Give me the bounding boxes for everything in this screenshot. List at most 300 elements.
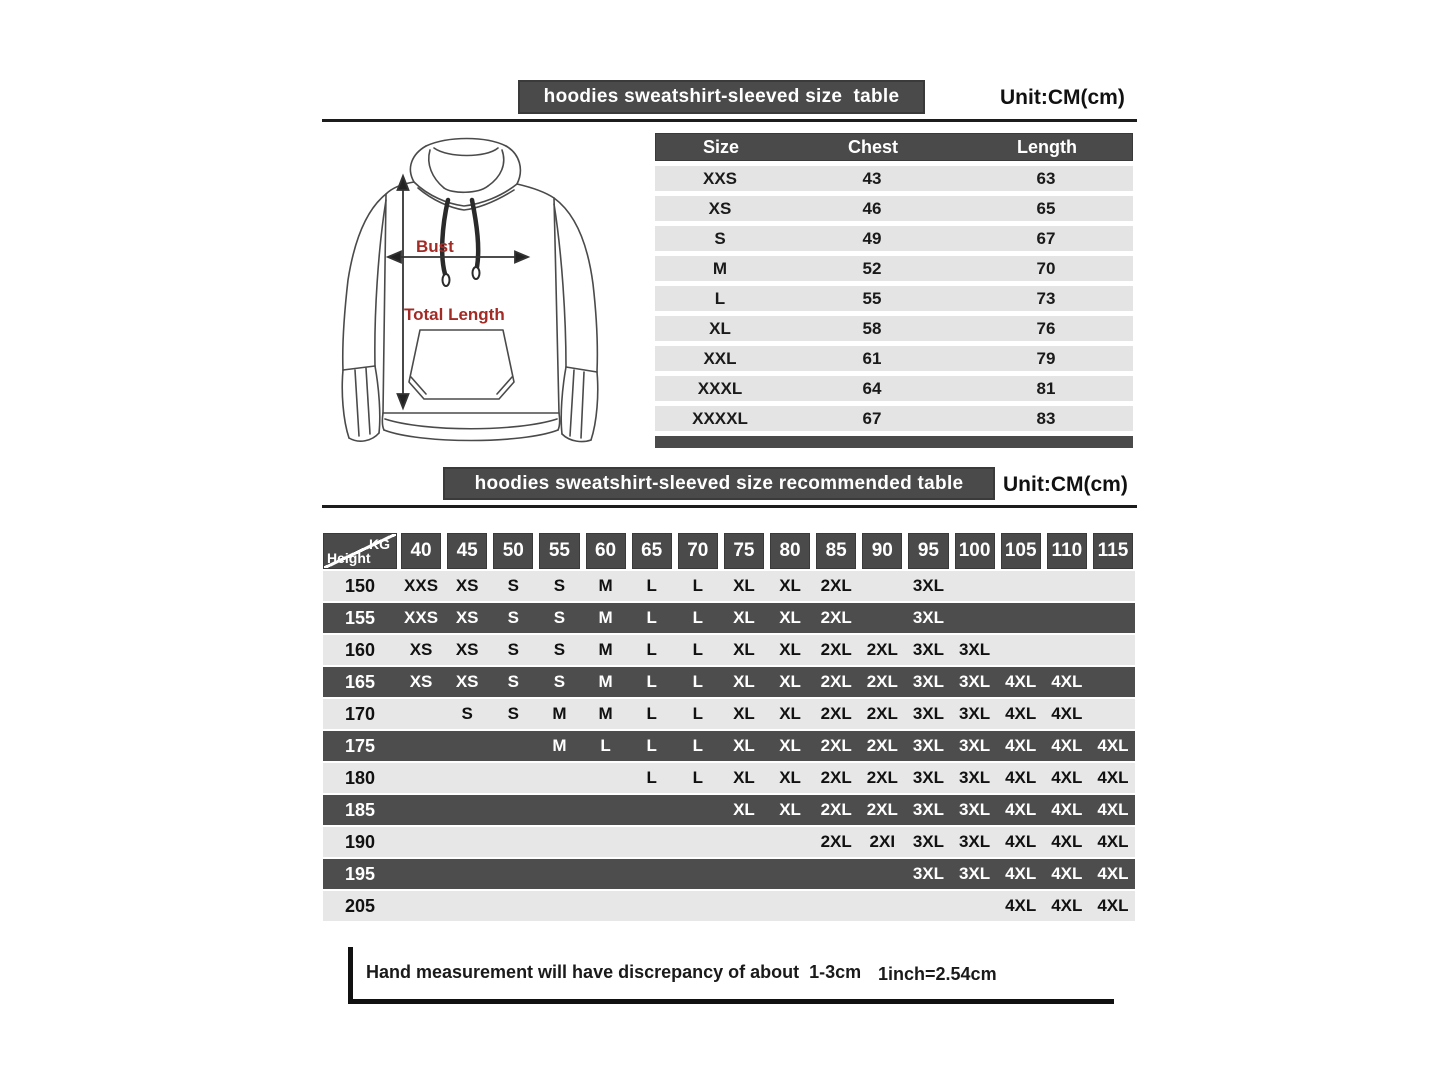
recommended-size-cell [445,891,489,921]
size-table-cell-length: 67 [1036,228,1056,248]
recommended-size-cell [399,891,443,921]
size-table-cell-length: 70 [1036,258,1056,278]
recommended-size-cell [399,795,443,825]
height-cell: 175 [344,735,376,756]
recommended-size-cell [399,731,443,761]
recommended-size-cell [537,795,581,825]
recommended-size-cell [537,859,581,889]
recommended-size-cell [399,763,443,793]
height-cell: 180 [344,767,376,788]
size-table-cell-size: XL [709,318,731,338]
recommended-size-cell [1091,667,1135,697]
height-cell: 155 [344,607,376,628]
recommended-size-cell [676,859,720,889]
recommended-size-cell: XS [455,608,479,627]
recommended-size-cell: XS [409,640,433,659]
recommended-size-cell: 3XL [958,704,991,723]
recommended-size-cell [491,859,535,889]
size-table-cell-size: XXL [703,348,737,368]
recommended-size-cell: 4XL [1051,800,1083,819]
size-table-body [655,166,1133,431]
total-length-label: Total Length [404,305,505,324]
size-table-cell-chest: 52 [862,258,882,278]
weight-header-cell: 115 [1093,533,1133,569]
cuff-left-rib2 [366,368,370,434]
hem-sides [382,413,559,430]
recommended-size-cell: XL [779,640,801,659]
recommended-size-cell: XL [779,704,801,723]
recommended-size-cell: S [507,672,519,691]
size-table-cell-size: XS [708,198,732,218]
column-header-length: Length [1017,136,1077,157]
cuff-left-bottom [349,433,379,441]
weight-header-cell: 100 [955,533,995,569]
hem-inner-line [385,419,557,429]
recommended-size-cell [676,891,720,921]
recommended-size-cell: XL [733,768,755,787]
recommended-size-cell: 2XL [866,704,898,723]
recommended-size-cell [953,891,997,921]
matrix-row [323,699,1135,729]
recommended-size-cell: 4XL [1097,736,1129,755]
recommended-size-cell: 4XL [1005,672,1037,691]
cuff-left-top [343,366,375,370]
recommended-size-cell [399,859,443,889]
recommended-size-cell: L [646,608,657,627]
recommended-size-cell: L [646,640,657,659]
weight-header-cell: 65 [632,533,672,569]
recommended-size-cell [768,859,812,889]
size-table-cell-chest: 58 [862,318,882,338]
size-table-cell-length: 73 [1036,288,1056,308]
recommended-size-cell [445,731,489,761]
recommended-size-cell: XS [455,640,479,659]
size-table-row [655,406,1133,431]
recommended-size-cell [445,827,489,857]
collar-outer [414,182,517,206]
corner-height-label: Height [327,550,371,566]
size-table-row [655,166,1133,191]
recommended-size-cell: 3XL [958,800,991,819]
recommended-size-cell: XL [779,672,801,691]
size-table-row [655,376,1133,401]
bust-label: Bust [416,237,454,256]
recommended-size-cell: 4XL [1051,896,1083,915]
size-table-unit-label: Unit:CM(cm) [1000,86,1125,109]
recommended-size-cell [1045,635,1089,665]
recommended-size-cell: XL [779,608,801,627]
recommended-size-cell: 4XL [1005,736,1037,755]
recommended-size-cell: M [552,704,567,723]
recommended-unit-label: Unit:CM(cm) [1003,473,1128,496]
recommended-size-cell [445,859,489,889]
recommended-size-cell [630,827,674,857]
recommended-size-cell: 4XL [1051,864,1083,883]
size-table-cell-chest: 64 [862,378,882,398]
recommended-size-cell: XS [455,576,479,595]
recommended-size-cell: XL [779,736,801,755]
size-table-cell-length: 76 [1036,318,1056,338]
recommended-size-cell [768,891,812,921]
size-table-cell-length: 81 [1036,378,1056,398]
recommended-size-cell: 3XL [958,672,991,691]
recommended-size-cell [584,827,628,857]
arrowhead-down-icon [398,394,409,408]
recommended-size-cell [445,795,489,825]
size-table-row [655,316,1133,341]
height-cell: 195 [344,863,376,884]
recommended-size-cell: 3XL [958,640,991,659]
recommended-size-cell: 4XL [1051,736,1083,755]
size-table-row [655,346,1133,371]
recommended-size-cell: 4XL [1051,768,1083,787]
recommended-size-cell: 4XL [1051,672,1083,691]
hood-outline-right [506,146,520,184]
recommended-size-cell: 2XL [866,672,898,691]
arrowhead-left-icon [388,252,401,263]
matrix-row [323,731,1135,761]
recommended-size-cell [999,635,1043,665]
hood-fold-left [429,150,444,188]
recommended-size-cell: S [553,608,566,627]
recommended-size-cell: 2XL [866,768,898,787]
weight-header-cell: 60 [586,533,626,569]
recommended-size-cell: 3XL [958,832,991,851]
recommended-size-cell [491,827,535,857]
recommended-size-cell: 2XL [820,608,852,627]
cuff-right-rib2 [581,372,584,438]
height-cell: 165 [344,671,376,692]
recommended-size-cell: 3XL [912,736,945,755]
size-table-row [655,256,1133,281]
size-table-row [655,196,1133,221]
hood-outline-left [410,146,426,182]
recommended-size-cell [537,827,581,857]
recommended-size-cell: XS [455,672,479,691]
recommended-size-cell: 4XL [1097,864,1129,883]
weight-header-cell: 55 [539,533,579,569]
recommended-size-cell [906,891,950,921]
recommended-size-cell: 2XL [820,576,852,595]
size-table-cell-size: M [712,258,728,278]
recommended-size-cell: 3XL [958,864,991,883]
recommended-size-cell: 4XL [1005,832,1037,851]
recommended-size-cell: M [552,736,567,755]
height-cell: 160 [344,639,376,660]
size-table-cell-size: L [714,288,726,308]
drawstring-right-tip [473,267,480,279]
recommended-size-cell: 4XL [1005,896,1037,915]
recommended-size-cell: 2XL [820,672,852,691]
shoulder-right [517,184,554,198]
recommended-size-cell [399,827,443,857]
recommended-size-cell: M [598,704,613,723]
recommended-size-cell [953,603,997,633]
size-table [655,133,1133,448]
weight-header-cell: 50 [493,533,533,569]
recommended-size-cell: XXS [404,576,439,595]
recommended-size-cell [1045,603,1089,633]
recommended-size-cell [814,859,858,889]
recommended-size-cell: L [646,768,657,787]
recommended-size-cell: 3XL [912,672,945,691]
recommended-size-cell [630,795,674,825]
inch-conversion-note: 1inch=2.54cm [878,964,997,984]
weight-header-cell: 75 [724,533,764,569]
recommended-size-cell: 2XL [866,736,898,755]
recommended-size-cell: S [461,704,473,723]
recommended-size-cell [584,891,628,921]
recommended-title-bar [443,467,995,500]
matrix-row [323,795,1135,825]
sleeve-left-outer [343,194,386,370]
recommended-size-cell: XL [733,704,755,723]
recommended-size-cell: S [507,576,519,595]
recommended-size-cell: L [646,576,657,595]
size-table-cell-chest: 46 [862,198,882,218]
recommended-size-cell: XL [779,768,801,787]
recommended-size-cell [491,763,535,793]
recommended-size-cell: XL [733,608,755,627]
recommended-size-cell: 4XL [1097,768,1129,787]
recommended-size-cell: L [692,608,703,627]
size-table-cell-chest: 61 [862,348,882,368]
recommended-size-cell: 3XL [912,640,945,659]
matrix-body [323,571,1135,921]
recommended-size-cell: L [692,704,703,723]
size-table-header [655,133,1133,161]
recommended-size-cell: 4XL [1051,832,1083,851]
recommended-size-cell [999,571,1043,601]
recommended-size-cell: L [646,704,657,723]
recommended-size-cell: 4XL [1097,896,1129,915]
recommended-size-cell [676,795,720,825]
size-table-cell-chest: 55 [862,288,882,308]
weight-header-cell: 45 [447,533,487,569]
matrix-corner-cell [323,533,397,569]
height-cell: 185 [344,799,376,820]
recommended-size-cell [722,891,766,921]
recommended-size-cell: 4XL [1051,704,1083,723]
height-cell: 150 [344,575,376,596]
cuff-left-rib1 [355,370,359,436]
cuff-right-rib1 [570,370,574,436]
recommended-size-cell [445,763,489,793]
matrix-row [323,859,1135,889]
size-table-cell-chest: 43 [862,168,882,188]
recommended-size-cell: 4XL [1097,800,1129,819]
recommended-size-cell: XL [779,800,801,819]
height-cell: 190 [344,831,376,852]
recommended-size-cell: L [692,736,703,755]
recommended-size-cell [630,891,674,921]
height-cell: 170 [344,703,376,724]
cuff-right-bottom [562,434,591,442]
size-table-cell-length: 79 [1036,348,1056,368]
measurement-note: Hand measurement will have discrepancy of about 1-3cm [366,962,862,982]
recommended-size-cell [491,795,535,825]
recommended-size-cell: 3XL [912,800,945,819]
recommended-size-cell: M [598,608,613,627]
recommended-size-cell: 2XL [820,800,852,819]
hood-fold-right [488,150,504,186]
size-table-cell-length: 83 [1036,408,1056,428]
recommended-size-cell: XL [779,576,801,595]
recommended-size-cell [860,891,904,921]
matrix-row [323,571,1135,601]
recommended-size-cell: L [646,736,657,755]
size-table-row [655,286,1133,311]
recommended-size-cell [722,859,766,889]
recommended-size-cell [768,827,812,857]
height-cell: 205 [344,895,376,916]
recommended-size-cell: M [598,640,613,659]
column-header-size: Size [702,136,740,157]
recommended-size-cell [860,571,904,601]
recommended-size-cell: 2XL [820,832,852,851]
matrix-row [323,635,1135,665]
recommended-size-cell [399,699,443,729]
weight-header-cell: 110 [1047,533,1087,569]
recommended-size-cell: 3XL [958,768,991,787]
corner-kg-label: KG [369,536,390,552]
recommended-size-cell: 2XI [869,832,896,851]
recommended-size-cell [953,571,997,601]
recommended-size-cell: 4XL [1005,704,1037,723]
weight-header-cell: 40 [401,533,441,569]
footer-bottom-bar [348,999,1114,1004]
weight-header-cell: 90 [862,533,902,569]
recommended-size-cell: 2XL [866,800,898,819]
recommended-size-cell: L [692,672,703,691]
recommended-size-cell [1045,571,1089,601]
recommended-size-cell [1091,635,1135,665]
recommended-size-cell: 3XL [912,608,945,627]
recommended-size-cell [676,827,720,857]
recommended-size-cell [584,795,628,825]
hood-outline-top [426,139,506,147]
size-table-bottom-bar [655,436,1133,448]
recommended-size-cell: XL [733,800,755,819]
recommended-size-cell [999,603,1043,633]
recommended-size-cell [1091,699,1135,729]
recommended-size-cell: XL [733,672,755,691]
cuff-right-side-outer [591,372,598,440]
weight-header-cell: 105 [1001,533,1041,569]
matrix-row [323,891,1135,921]
recommended-size-cell [491,891,535,921]
arrowhead-right-icon [515,252,528,263]
recommended-size-cell: XL [733,640,755,659]
recommended-size-cell: 3XL [912,768,945,787]
recommended-size-cell: 2XL [820,736,852,755]
recommended-size-cell: XL [733,576,755,595]
recommended-size-cell: 2XL [820,640,852,659]
top-divider-rule [322,119,1137,122]
size-table-row [655,226,1133,251]
recommended-size-cell [584,859,628,889]
size-table-title-bar [518,80,925,114]
column-header-chest: Chest [847,136,898,157]
matrix-row [323,763,1135,793]
recommended-size-cell [722,827,766,857]
recommended-size-cell: S [553,672,566,691]
matrix-row [323,667,1135,697]
recommended-size-cell: 3XL [958,736,991,755]
size-table-cell-chest: 49 [862,228,882,248]
recommended-size-cell: 4XL [1005,800,1037,819]
recommended-size-cell: 3XL [912,704,945,723]
recommended-size-cell [537,891,581,921]
size-table-cell-size: XXXL [697,378,743,398]
recommended-size-cell: M [598,672,613,691]
pocket-bevel-lines [411,377,512,394]
recommended-title: hoodies sweatshirt-sleeved size recommended table [474,472,964,494]
weight-header-cell: 70 [678,533,718,569]
size-table-cell-size: S [714,228,726,248]
recommended-size-cell: XS [409,672,433,691]
recommended-size-cell: 4XL [1005,864,1037,883]
recommended-size-cell: XXS [404,608,439,627]
recommended-size-cell: L [692,768,703,787]
weight-header-cell: 95 [908,533,948,569]
weight-header-cell: 85 [816,533,856,569]
recommended-size-cell: 3XL [912,576,945,595]
matrix-row [323,603,1135,633]
recommended-size-cell [860,859,904,889]
recommended-size-cell [491,731,535,761]
cuff-left-side-outer [342,370,349,438]
recommended-size-cell: 2XL [866,640,898,659]
recommended-size-cell: 2XL [820,704,852,723]
recommended-size-cell [860,603,904,633]
sleeve-right-outer [554,198,597,372]
recommended-size-cell: L [692,576,703,595]
recommended-size-cell: M [598,576,613,595]
hood-fold-bottom [444,186,488,192]
recommended-size-cell: L [692,640,703,659]
hoodie-diagram [330,130,610,460]
recommended-matrix [323,533,1135,921]
cuff-right-side-inner [561,367,566,434]
size-table-cell-length: 65 [1036,198,1056,218]
drawstring-left-tip [443,274,450,286]
recommended-size-cell: 2XL [820,768,852,787]
recommended-size-cell [537,763,581,793]
recommended-size-cell [630,859,674,889]
recommended-size-cell: S [507,704,519,723]
size-table-cell-size: XXS [702,168,738,188]
weight-header-cell: 80 [770,533,810,569]
size-table-cell-size: XXXXL [692,408,748,428]
size-table-cell-chest: 67 [862,408,882,428]
recommended-size-cell: L [600,736,611,755]
recommended-size-cell: 3XL [912,864,945,883]
middle-divider-rule [322,505,1137,508]
collar-inner [418,188,514,210]
recommended-size-cell: S [553,640,566,659]
hem-bottom [384,430,558,441]
recommended-size-cell [584,763,628,793]
recommended-size-cell [1091,603,1135,633]
recommended-size-cell: XL [733,736,755,755]
recommended-size-cell [814,891,858,921]
body-side-left [383,194,386,413]
recommended-size-cell: S [507,608,519,627]
cuff-right-top [566,367,597,372]
recommended-size-cell: S [507,640,519,659]
recommended-size-cell: 4XL [1097,832,1129,851]
